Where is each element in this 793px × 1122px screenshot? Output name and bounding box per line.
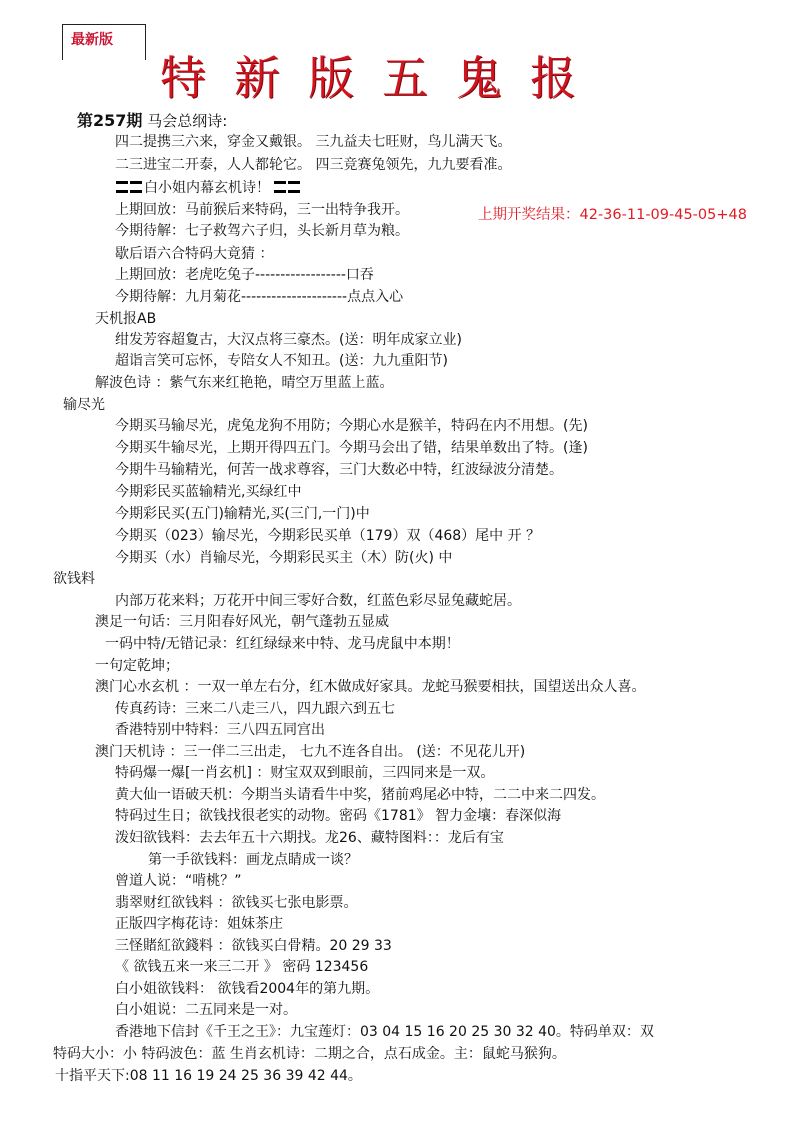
issue-number: 第257期 [77, 111, 143, 130]
text-line [95, 309, 156, 329]
double-bar-icon [116, 181, 144, 193]
issue-label: 马会总纲诗: [147, 112, 228, 130]
text-line [115, 828, 504, 848]
text-line-content: 曾道人说：“啃桃？” [115, 873, 242, 889]
text-line-content: 黄大仙一语破天机：今期当头请看牛中奖，猪前鸡尾必中特，二二中来二四发。 [115, 787, 605, 803]
text-line [115, 221, 409, 241]
text-line [115, 785, 605, 805]
text-line-content: 歇后语六合特码大竟猜 ： [115, 246, 274, 262]
edition-badge-label: 最新版 [71, 32, 113, 48]
text-line [95, 677, 645, 697]
text-line-content: 《 欲钱五来一来三二开 》 密码 123456 [115, 959, 369, 975]
text-line [115, 132, 511, 152]
text-line-content: 上期回放：马前猴后来特码，三一出特争我开。 [115, 202, 409, 218]
text-line [115, 438, 588, 458]
text-line-content: 解波色诗 ：紫气东来红艳艳，晴空万里蓝上蓝。 [95, 375, 394, 391]
text-line-content: 超诣言笑可忘怀，专陪女人不知丑。(送：九九重阳节) [115, 353, 448, 369]
text-line-content: 天机报AB [95, 311, 157, 327]
text-line [115, 548, 452, 568]
text-line-content: 传真药诗：三来二八走三八，四九跟六到五七 [115, 701, 395, 717]
text-line [95, 656, 179, 676]
text-line [148, 850, 358, 870]
text-line [115, 699, 395, 719]
text-line-content: 今期买（水）肖输尽光，今期彩民买主（木）防(火) 中 [115, 550, 453, 566]
latest-result-label: 上期开奖结果： [478, 207, 580, 223]
text-line [115, 265, 374, 285]
text-line-content: 今期彩民买蓝输精光,买绿红中 [115, 484, 302, 500]
text-line-content: 今期牛马输精光，何苦一战求尊容，三门大数必中特，红波绿波分清楚。 [115, 462, 563, 478]
text-line [53, 569, 95, 589]
text-line [105, 634, 460, 654]
text-line [115, 1000, 297, 1020]
text-line-content: 今期彩民买(五门)输精光,买(三门,一门)中 [115, 506, 370, 522]
text-line [115, 482, 301, 502]
text-line-content: 第一手欲钱料：画龙点睛成一谈？ [148, 852, 358, 868]
text-line-content: 白小姐说：二五同来是一对。 [115, 1002, 297, 1018]
text-line [115, 806, 561, 826]
latest-result [478, 205, 747, 225]
text-line-content: 泼妇欲钱料：去去年五十六期找。龙26、藏特图料：：龙后有宝 [115, 830, 504, 846]
text-line-content: 今期买牛输尽光，上期开得四五门。今期马会出了错，结果单数出了特。(逢) [115, 440, 588, 456]
text-line-content: 澳门天机诗 ：三一伴二三出走， 七九不连各自出。 (送：不见花儿开) [95, 744, 526, 760]
text-line-content: 输尽光 [63, 397, 105, 413]
text-line [55, 1066, 362, 1086]
text-line [115, 155, 511, 175]
text-line [115, 979, 379, 999]
text-line [115, 504, 370, 524]
text-line [115, 416, 588, 436]
text-line [115, 591, 521, 611]
text-line [115, 720, 325, 740]
text-line-content: 二三进宝二开泰，人人都轮它。 四三竞赛兔领先，九九要看准。 [115, 157, 512, 173]
text-line-content: 三怪賭紅欲錢料 ：欲钱买白骨精。20 29 33 [115, 938, 392, 954]
text-line-content: 澳门心水玄机 ：一双一单左右分，红木做成好家具。龙蛇马猴要相扶，国望送出众人喜。 [95, 679, 646, 695]
text-line-content: 四二提携三六来，穿金又戴银。 三九益夫七旺财，鸟儿满天飞。 [115, 134, 512, 150]
text-line-content: 上期回放：老虎吃兔子------------------口吞 [115, 267, 374, 283]
text-line [115, 287, 403, 307]
text-line-content: 今期待解：七子救驾六子归，头长新月草为粮。 [115, 223, 409, 239]
text-line [95, 742, 525, 762]
text-line-content: 十指平天下:08 11 16 19 24 25 36 39 42 44。 [55, 1068, 362, 1084]
page-title: 特新版五鬼报 [160, 51, 604, 105]
text-line [115, 1022, 654, 1042]
edition-badge [62, 24, 146, 60]
issue-header [77, 111, 227, 131]
text-line-content: 绀发芳容超夐古，大汉点将三豪杰。(送：明年成家立业) [115, 332, 462, 348]
text-line [115, 460, 563, 480]
text-line [115, 763, 494, 783]
text-line-content: 白小姐欲钱料： 欲钱看2004年的第九期。 [115, 981, 380, 997]
text-line-content: 欲钱料 [53, 571, 95, 587]
text-line [115, 200, 409, 220]
text-line-content: 今期买（023）输尽光，今期彩民买单（179）双（468）尾中 开 ？ [115, 528, 541, 544]
text-line [95, 373, 393, 393]
text-line [115, 957, 368, 977]
text-line-content: 特码大小：小 特码波色：蓝 生肖玄机诗：二期之合，点石成金。主：鼠蛇马猴狗。 [53, 1046, 566, 1062]
text-line-content: 白小姐内幕玄机诗！ [144, 180, 270, 196]
text-line [115, 893, 357, 913]
double-bar-icon [274, 181, 302, 193]
text-line-content: 一句定乾坤； [95, 658, 179, 674]
text-line-content: 今期买马输尽光，虎兔龙狗不用防；今期心水是猴羊，特码在内不用想。(先) [115, 418, 588, 434]
text-line [115, 244, 273, 264]
text-line [95, 612, 389, 632]
text-line [115, 526, 540, 546]
text-line [115, 330, 462, 350]
text-line-content: 一码中特/无错记录：红红绿绿来中特、龙马虎鼠中本期！ [105, 636, 460, 652]
text-line [63, 395, 105, 415]
text-line-content: 香港特别中特料：三八四五同宫出 [115, 722, 325, 738]
text-line-content: 香港地下信封《千王之王》：九宝莲灯：03 04 15 16 20 25 30 32 40。特码单双：双 [115, 1024, 654, 1040]
text-line [115, 871, 242, 891]
text-line-content: 特码爆一爆[一肖玄机] ：财宝双双到眼前，三四同来是一双。 [115, 765, 495, 781]
text-line [115, 936, 392, 956]
text-line-content: 今期待解：九月菊花---------------------点点入心 [115, 289, 404, 305]
text-line-content: 澳足一句话：三月阳春好风光，朝气蓬勃五显威 [95, 614, 389, 630]
text-line-content: 翡翠财红欲钱料 ：欲钱买七张电影票。 [115, 895, 358, 911]
text-line [115, 914, 283, 934]
text-line-content: 特码过生日；欲钱找很老实的动物。密码《1781》 智力金壤：春深似海 [115, 808, 562, 824]
text-line-content: 正版四字梅花诗：姐妹茶庄 [115, 916, 283, 932]
text-line [53, 1044, 566, 1064]
text-line [115, 351, 448, 371]
latest-result-numbers: 42-36-11-09-45-05+48 [579, 207, 747, 223]
text-line [116, 178, 302, 198]
text-line-content: 内部万花来料；万花开中间三零好合数，红蓝色彩尽显兔藏蛇居。 [115, 593, 521, 609]
